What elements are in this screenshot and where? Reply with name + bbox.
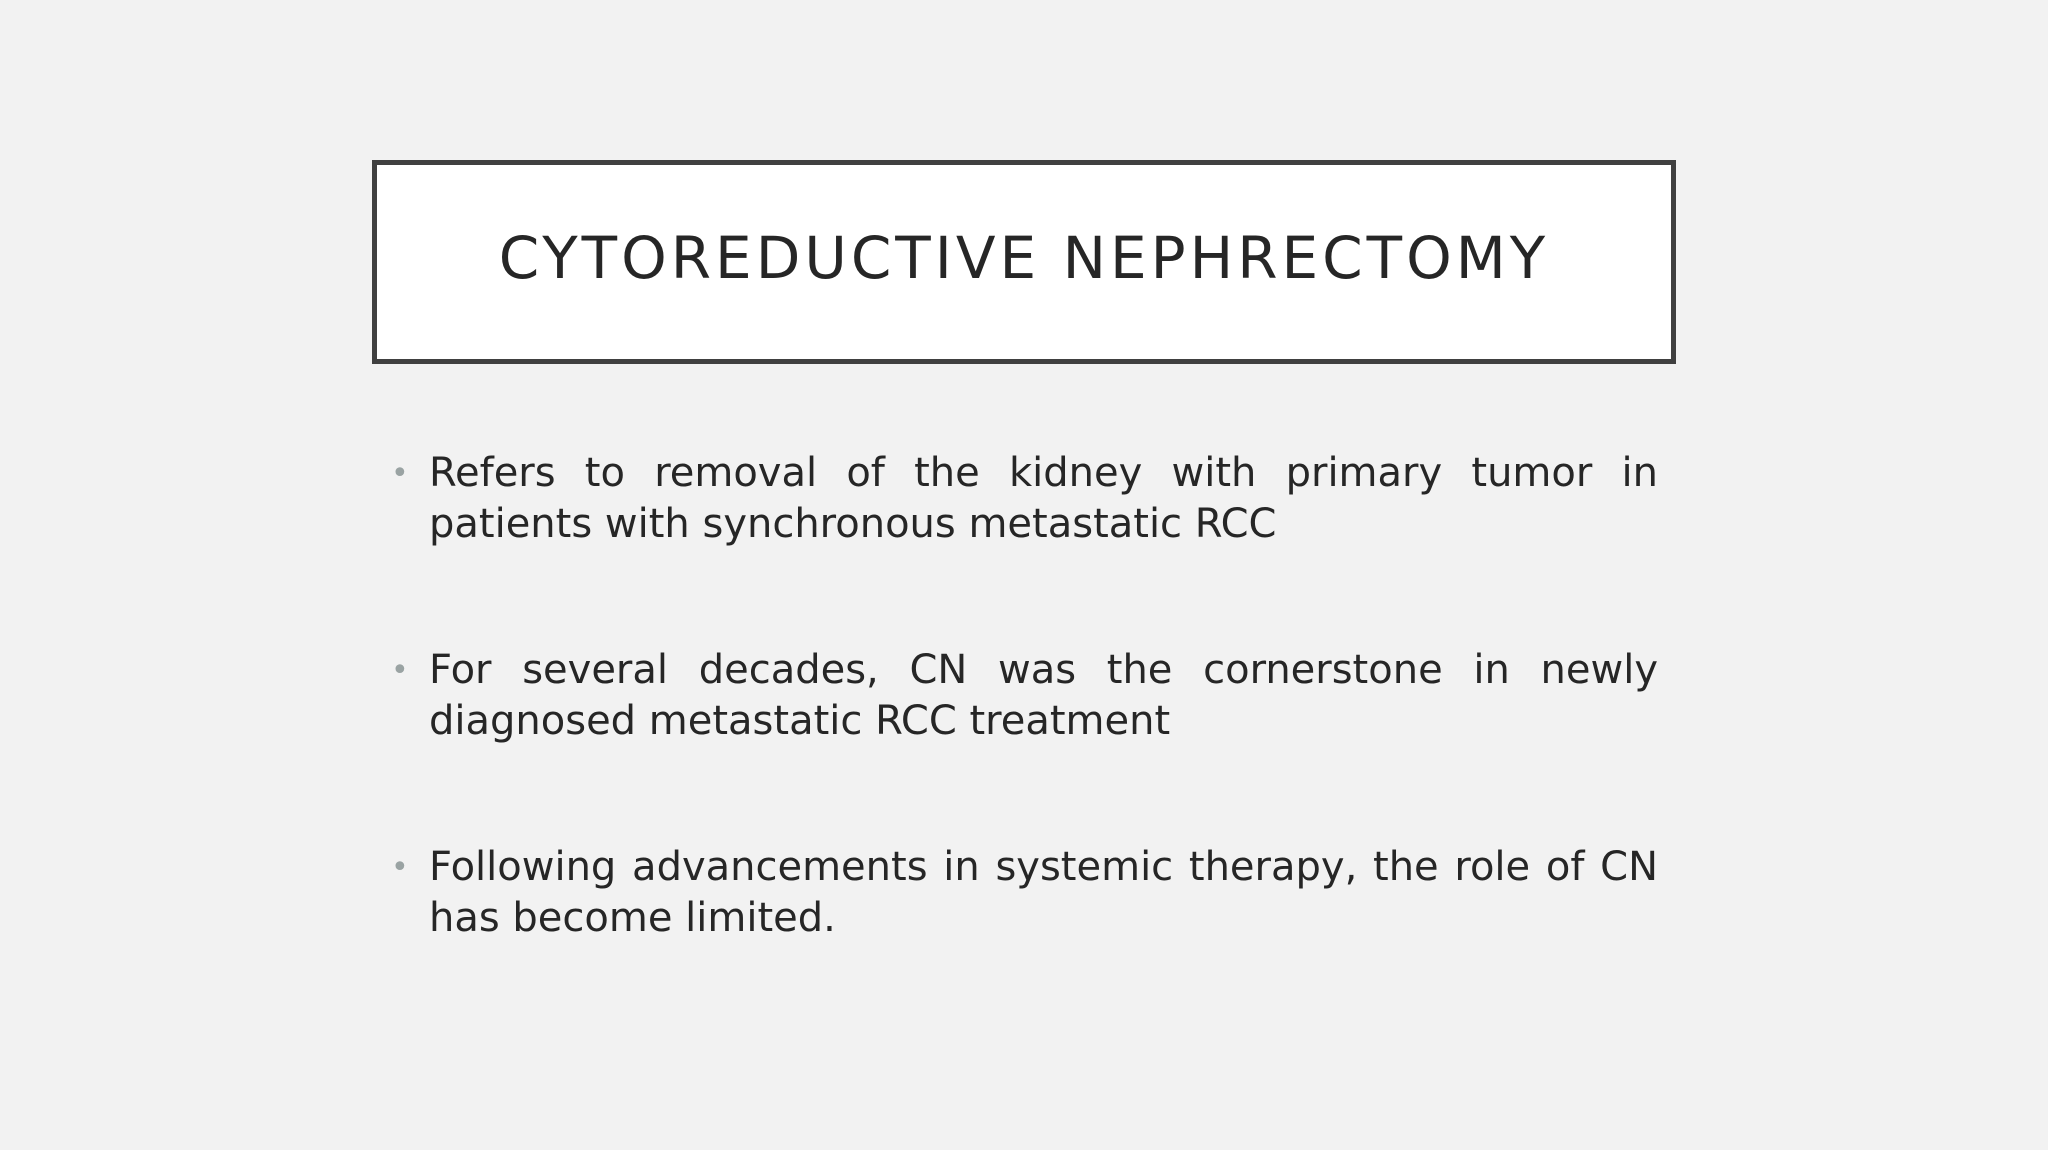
bullet-item (388, 645, 1658, 747)
bullet-text: For several decades, CN was the cornerstone in newly diagnosed metastatic RCC treatment (429, 647, 1658, 744)
bullet-marker: • (391, 850, 409, 885)
slide-title: CYTOREDUCTIVE NEPHRECTOMY (498, 224, 1550, 292)
bullet-item (388, 448, 1658, 550)
bullet-text: Refers to removal of the kidney with primary tumor in patients with synchronous metastatic RCC (429, 450, 1658, 547)
bullet-text: Following advancements in systemic therapy, the role of CN has become limited. (429, 844, 1658, 941)
bullet-item (388, 842, 1658, 944)
title-box (372, 160, 1676, 364)
bullet-marker: • (391, 456, 409, 491)
bullet-list (388, 448, 1658, 1039)
bullet-marker: • (391, 653, 409, 688)
